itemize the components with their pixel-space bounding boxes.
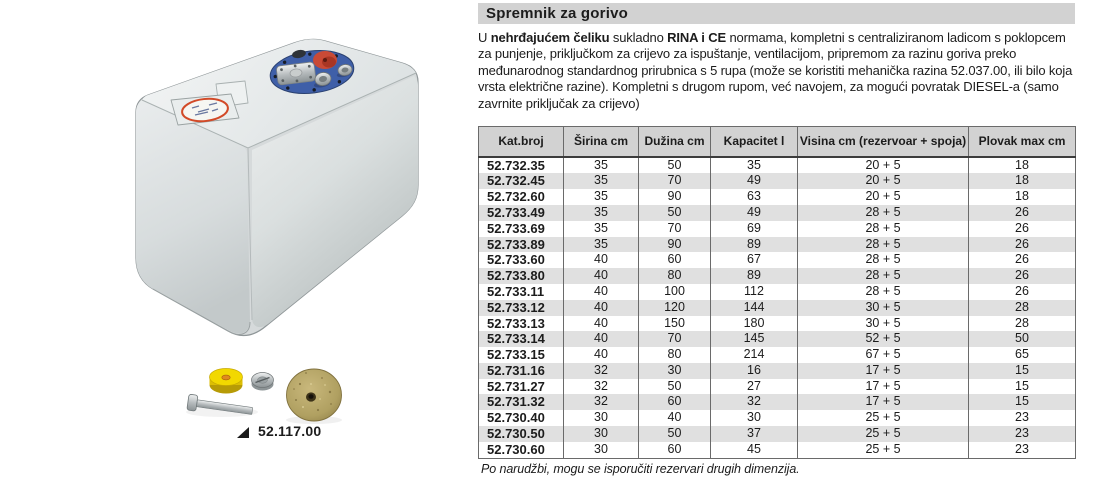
table-cell: 80 bbox=[639, 268, 711, 284]
catalog-number-cell: 52.733.14 bbox=[479, 331, 564, 347]
table-cell: 52 + 5 bbox=[798, 331, 969, 347]
table-cell: 15 bbox=[969, 363, 1076, 379]
table-cell: 40 bbox=[564, 331, 639, 347]
yellow-washer bbox=[210, 369, 243, 394]
table-row bbox=[479, 379, 1076, 395]
catalog-number-cell: 52.730.40 bbox=[479, 410, 564, 426]
table-cell: 16 bbox=[711, 363, 798, 379]
table-row bbox=[479, 268, 1076, 284]
table-cell: 40 bbox=[564, 284, 639, 300]
table-cell: 180 bbox=[711, 316, 798, 332]
table-cell: 35 bbox=[564, 173, 639, 189]
accessory-kit-code: 52.117.00 bbox=[258, 423, 322, 439]
description-bold-segment: RINA i CE bbox=[667, 30, 726, 45]
table-cell: 30 + 5 bbox=[798, 316, 969, 332]
table-cell: 32 bbox=[564, 394, 639, 410]
table-row bbox=[479, 426, 1076, 442]
table-cell: 18 bbox=[969, 173, 1076, 189]
catalog-number-cell: 52.733.12 bbox=[479, 300, 564, 316]
table-row bbox=[479, 237, 1076, 253]
table-cell: 30 bbox=[564, 442, 639, 458]
table-cell: 150 bbox=[639, 316, 711, 332]
table-cell: 35 bbox=[711, 157, 798, 174]
catalog-number-cell: 52.733.11 bbox=[479, 284, 564, 300]
table-row bbox=[479, 300, 1076, 316]
catalog-number-cell: 52.732.45 bbox=[479, 173, 564, 189]
table-cell: 30 + 5 bbox=[798, 300, 969, 316]
table-cell: 89 bbox=[711, 237, 798, 253]
table-cell: 30 bbox=[564, 426, 639, 442]
product-photo-area bbox=[0, 0, 478, 489]
catalog-number-cell: 52.731.32 bbox=[479, 394, 564, 410]
metal-cap bbox=[252, 373, 274, 391]
accessory-kit-caption bbox=[237, 423, 321, 439]
table-row bbox=[479, 363, 1076, 379]
table-cell: 50 bbox=[639, 205, 711, 221]
table-row bbox=[479, 410, 1076, 426]
table-cell: 63 bbox=[711, 189, 798, 205]
catalog-number-cell: 52.733.49 bbox=[479, 205, 564, 221]
table-cell: 28 + 5 bbox=[798, 252, 969, 268]
description-segment: normama, kompletni s centraliziranom ladicom s poklopcem za punjenje, priključkom za crijevo za ispuštanje, ventilacijom, pripremom za razinu goriva preko međunarodnog standardnog prirubnica s 5 rupa (može se koristiti mehanička razina 52.037.00, ili bilo koja vrsta električne razine). Kompletni s drugom rupom, već navojem, za mogući povratak DIESEL-a (samo zavrnite priključak za crijevo) bbox=[478, 30, 1073, 111]
table-cell: 145 bbox=[711, 331, 798, 347]
table-cell: 67 bbox=[711, 252, 798, 268]
table-cell: 35 bbox=[564, 189, 639, 205]
table-cell: 49 bbox=[711, 205, 798, 221]
table-cell: 60 bbox=[639, 394, 711, 410]
table-cell: 25 + 5 bbox=[798, 442, 969, 458]
table-row bbox=[479, 316, 1076, 332]
product-illustration bbox=[0, 0, 478, 489]
table-cell: 100 bbox=[639, 284, 711, 300]
catalog-number-cell: 52.732.35 bbox=[479, 157, 564, 174]
table-cell: 23 bbox=[969, 410, 1076, 426]
table-cell: 50 bbox=[639, 379, 711, 395]
description-segment: sukladno bbox=[609, 30, 668, 45]
table-cell: 60 bbox=[639, 252, 711, 268]
table-cell: 50 bbox=[969, 331, 1076, 347]
table-cell: 20 + 5 bbox=[798, 189, 969, 205]
table-row bbox=[479, 331, 1076, 347]
table-cell: 40 bbox=[564, 252, 639, 268]
table-cell: 15 bbox=[969, 379, 1076, 395]
table-row bbox=[479, 442, 1076, 458]
table-cell: 214 bbox=[711, 347, 798, 363]
table-row bbox=[479, 189, 1076, 205]
table-row bbox=[479, 173, 1076, 189]
catalog-number-cell: 52.733.80 bbox=[479, 268, 564, 284]
table-cell: 144 bbox=[711, 300, 798, 316]
page-title: Spremnik za gorivo bbox=[478, 3, 1075, 24]
table-cell: 26 bbox=[969, 268, 1076, 284]
table-cell: 70 bbox=[639, 331, 711, 347]
table-cell: 40 bbox=[639, 410, 711, 426]
table-cell: 40 bbox=[564, 347, 639, 363]
table-cell: 28 + 5 bbox=[798, 205, 969, 221]
table-cell: 23 bbox=[969, 426, 1076, 442]
table-cell: 28 + 5 bbox=[798, 237, 969, 253]
column-header: Visina cm (rezervoar + spoja) bbox=[798, 127, 969, 157]
product-info-column bbox=[478, 0, 1075, 476]
table-cell: 112 bbox=[711, 284, 798, 300]
table-cell: 67 + 5 bbox=[798, 347, 969, 363]
description-segment: U bbox=[478, 30, 491, 45]
column-header: Širina cm bbox=[564, 127, 639, 157]
table-cell: 70 bbox=[639, 173, 711, 189]
table-cell: 26 bbox=[969, 205, 1076, 221]
catalog-number-cell: 52.732.60 bbox=[479, 189, 564, 205]
table-cell: 30 bbox=[711, 410, 798, 426]
table-cell: 120 bbox=[639, 300, 711, 316]
column-header: Plovak max cm bbox=[969, 127, 1076, 157]
table-cell: 50 bbox=[639, 426, 711, 442]
table-cell: 35 bbox=[564, 205, 639, 221]
table-cell: 25 + 5 bbox=[798, 426, 969, 442]
table-cell: 50 bbox=[639, 157, 711, 174]
table-cell: 35 bbox=[564, 157, 639, 174]
column-header: Dužina cm bbox=[639, 127, 711, 157]
table-cell: 26 bbox=[969, 237, 1076, 253]
spec-table bbox=[478, 126, 1076, 459]
table-cell: 69 bbox=[711, 221, 798, 237]
table-cell: 28 + 5 bbox=[798, 268, 969, 284]
catalog-number-cell: 52.733.89 bbox=[479, 237, 564, 253]
table-cell: 37 bbox=[711, 426, 798, 442]
table-cell: 90 bbox=[639, 237, 711, 253]
catalog-number-cell: 52.731.16 bbox=[479, 363, 564, 379]
table-cell: 35 bbox=[564, 221, 639, 237]
table-body bbox=[479, 157, 1076, 459]
table-cell: 20 + 5 bbox=[798, 157, 969, 174]
table-cell: 32 bbox=[711, 394, 798, 410]
triangle-marker-icon bbox=[237, 427, 249, 438]
table-row bbox=[479, 221, 1076, 237]
table-cell: 17 + 5 bbox=[798, 379, 969, 395]
table-row bbox=[479, 394, 1076, 410]
table-header-row bbox=[479, 127, 1076, 157]
table-cell: 27 bbox=[711, 379, 798, 395]
catalog-number-cell: 52.733.69 bbox=[479, 221, 564, 237]
catalog-number-cell: 52.730.60 bbox=[479, 442, 564, 458]
catalog-number-cell: 52.733.13 bbox=[479, 316, 564, 332]
table-cell: 26 bbox=[969, 284, 1076, 300]
table-cell: 65 bbox=[969, 347, 1076, 363]
description-bold-segment: nehrđajućem čeliku bbox=[490, 30, 610, 45]
table-cell: 18 bbox=[969, 157, 1076, 174]
table-cell: 40 bbox=[564, 316, 639, 332]
table-cell: 70 bbox=[639, 221, 711, 237]
table-row bbox=[479, 252, 1076, 268]
table-cell: 90 bbox=[639, 189, 711, 205]
catalog-number-cell: 52.730.50 bbox=[479, 426, 564, 442]
tank-red-cap bbox=[313, 51, 337, 69]
table-cell: 40 bbox=[564, 300, 639, 316]
table-cell: 35 bbox=[564, 237, 639, 253]
fuel-tank-image bbox=[136, 39, 418, 335]
table-cell: 89 bbox=[711, 268, 798, 284]
table-cell: 49 bbox=[711, 173, 798, 189]
table-cell: 25 + 5 bbox=[798, 410, 969, 426]
table-cell: 80 bbox=[639, 347, 711, 363]
table-cell: 45 bbox=[711, 442, 798, 458]
table-row bbox=[479, 347, 1076, 363]
table-cell: 26 bbox=[969, 252, 1076, 268]
table-cell: 26 bbox=[969, 221, 1076, 237]
table-cell: 17 + 5 bbox=[798, 363, 969, 379]
catalog-number-cell: 52.733.60 bbox=[479, 252, 564, 268]
footnote: Po narudžbi, mogu se isporučiti rezervari drugih dimenzija. bbox=[481, 461, 800, 476]
cork-float bbox=[287, 369, 342, 421]
table-cell: 28 bbox=[969, 316, 1076, 332]
catalog-number-cell: 52.733.15 bbox=[479, 347, 564, 363]
table-cell: 32 bbox=[564, 379, 639, 395]
table-cell: 15 bbox=[969, 394, 1076, 410]
table-cell: 17 + 5 bbox=[798, 394, 969, 410]
table-cell: 18 bbox=[969, 189, 1076, 205]
catalog-number-cell: 52.731.27 bbox=[479, 379, 564, 395]
column-header: Kapacitet l bbox=[711, 127, 798, 157]
product-description bbox=[478, 30, 1075, 112]
table-row bbox=[479, 157, 1076, 174]
table-row bbox=[479, 284, 1076, 300]
table-cell: 30 bbox=[639, 363, 711, 379]
table-cell: 20 + 5 bbox=[798, 173, 969, 189]
table-cell: 40 bbox=[564, 268, 639, 284]
table-row bbox=[479, 205, 1076, 221]
table-cell: 28 bbox=[969, 300, 1076, 316]
table-cell: 23 bbox=[969, 442, 1076, 458]
table-cell: 28 + 5 bbox=[798, 284, 969, 300]
table-cell: 30 bbox=[564, 410, 639, 426]
accessory-kit-image bbox=[186, 369, 342, 425]
table-cell: 28 + 5 bbox=[798, 221, 969, 237]
table-cell: 32 bbox=[564, 363, 639, 379]
table-cell: 60 bbox=[639, 442, 711, 458]
column-header: Kat.broj bbox=[479, 127, 564, 157]
